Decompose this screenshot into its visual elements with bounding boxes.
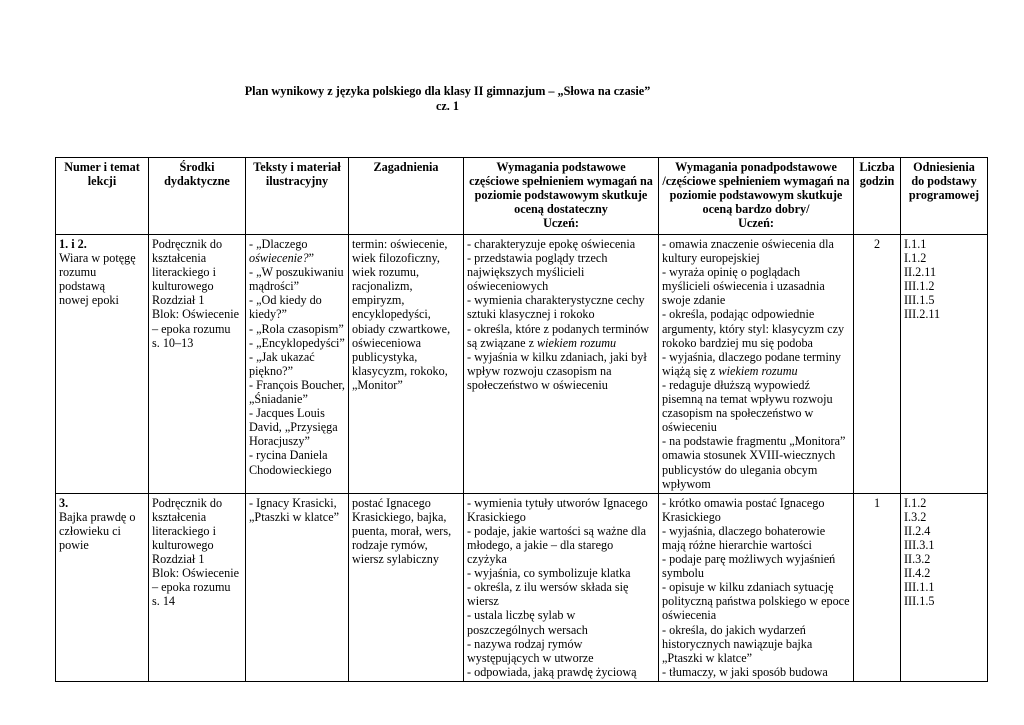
text-line: historycznych nawiązuje bajka — [662, 636, 813, 651]
means-cell — [149, 235, 246, 494]
text-item — [249, 251, 345, 265]
requirement-italic: wiekiem rozumu — [718, 363, 798, 378]
text-line: programowej — [908, 188, 980, 203]
text-line: wpływ rozwoju czasopism na — [467, 363, 612, 378]
text-line: młodego, a jakie – dla starego — [467, 537, 614, 552]
text-line: - Ignacy Krasicki, — [249, 495, 337, 510]
text-line: Teksty i materiał — [253, 160, 341, 174]
text-line: Blok: Oświecenie — [152, 566, 239, 581]
text-line: - wyjaśnia, dlaczego bohaterowie — [662, 523, 826, 538]
text-line: Bajka prawdę o — [59, 509, 136, 524]
advanced-requirements-cell — [659, 493, 854, 681]
curriculum-refs-cell — [901, 493, 988, 681]
text-line: rodzaje rymów, — [352, 537, 428, 552]
text-line: omawia stosunek XVIII-wiecznych — [662, 448, 836, 463]
text-line: lekcji — [87, 174, 117, 189]
text-line: - tłumaczy, w jaki sposób budowa — [662, 664, 828, 679]
hours-cell: 1 — [854, 493, 901, 681]
text-line: Horacjuszy” — [249, 434, 310, 449]
title-line-1: Plan wynikowy z języka polskiego dla klasy II gimnazjum – „Słowa na czasie” — [244, 84, 651, 98]
text-line: wpływom — [662, 476, 711, 491]
text-line: obiady czwartkowe, — [352, 321, 451, 336]
text-line: Krasickiego — [662, 509, 721, 524]
text-line: III.3.1 — [904, 537, 935, 552]
text-line: pisemną na temat wpływu rozwoju — [662, 392, 833, 407]
text-line: - wymienia charakterystyczne cechy — [467, 293, 645, 308]
text-line: powie — [59, 537, 89, 552]
text-line: oceną bardzo dobry/ — [702, 202, 810, 217]
text-line: - podaje parę możliwych wyjaśnień — [662, 552, 836, 567]
hours-cell: 2 — [854, 235, 901, 494]
text-line: - „Jak ukazać — [249, 349, 315, 364]
text-line: Uczeń: — [543, 216, 579, 231]
text-line: sztuki klasycznej i rokoko — [467, 307, 595, 322]
issues-cell — [349, 493, 464, 681]
text-line: II.4.2 — [904, 566, 931, 581]
text-line: Blok: Oświecenie — [152, 307, 239, 322]
text-line: Numer i temat — [64, 160, 140, 174]
text-line: - „Rola czasopism” — [249, 321, 344, 336]
text-line: David, „Przysięga — [249, 420, 338, 435]
text-line: - charakteryzuje epokę oświecenia — [467, 237, 636, 251]
header-texts — [246, 158, 349, 235]
lesson-number: 3. — [59, 495, 69, 510]
text-line: oceną dostateczny — [514, 202, 608, 217]
requirement-items — [662, 378, 850, 491]
text-line: godzin — [859, 174, 895, 189]
text-line: Wymagania podstawowe — [496, 160, 626, 174]
text-line: - wyjaśnia, dlaczego podane terminy — [662, 349, 842, 364]
text-line: Chodowieckiego — [249, 462, 332, 477]
requirement-prefix: wiążą się z — [662, 363, 719, 378]
text-rest: ” — [308, 251, 314, 266]
issues-cell — [349, 235, 464, 494]
title-line-2: cz. 1 — [435, 99, 459, 113]
header-means — [149, 158, 246, 235]
text-line: III.1.1 — [904, 580, 935, 595]
text-line: - opisuje w kilku zdaniach sytuację — [662, 580, 834, 595]
text-line: - omawia znaczenie oświecenia dla — [662, 237, 834, 251]
text-line: encyklopedyści, — [352, 307, 431, 322]
text-line: kultury europejskiej — [662, 251, 760, 266]
text-line: /częściowe spełnieniem wymagań na — [662, 174, 850, 189]
text-line: Wymagania ponadpodstawowe — [675, 160, 837, 174]
text-line: I.1.2 — [904, 251, 927, 266]
text-line: „Monitor” — [352, 377, 403, 392]
requirement-items — [467, 237, 655, 336]
text-line: – epoka rozumu — [152, 580, 231, 595]
text-line: II.2.4 — [904, 523, 931, 538]
text-line: III.1.5 — [904, 594, 935, 609]
requirement-items — [662, 237, 850, 364]
text-line: I.1.2 — [904, 495, 927, 510]
text-line: - wyraża opinię o poglądach — [662, 265, 801, 280]
text-line: oświeceniu — [662, 420, 717, 435]
text-line: literackiego i — [152, 523, 216, 538]
text-line: Krasickiego, bajka, — [352, 509, 447, 524]
text-line: występujących w utworze — [467, 650, 594, 665]
requirement-prefix: są związane z — [467, 335, 538, 350]
text-line: - odpowiada, jaką prawdę życiową — [467, 664, 637, 679]
text-line: Zagadnienia — [373, 160, 439, 174]
text-line: III.2.11 — [904, 307, 941, 322]
text-line: - na podstawie fragmentu „Monitora” — [662, 434, 846, 449]
text-line: oświeceniowych — [467, 279, 549, 294]
requirement-item — [662, 364, 850, 378]
text-line: argumenty, który styl: klasycyzm czy — [662, 321, 845, 336]
text-line: oświeceniowa — [352, 335, 422, 350]
lesson-topic — [59, 251, 145, 307]
text-line: Rozdział 1 — [152, 293, 205, 308]
text-line: największych myślicieli — [467, 265, 585, 280]
text-line: wiek filozoficzny, — [352, 251, 440, 266]
text-line: Podręcznik do — [152, 495, 223, 510]
lesson-plan-table — [55, 157, 988, 682]
texts-cell — [246, 235, 349, 494]
text-line: literackiego i — [152, 265, 216, 280]
text-line: II.3.2 — [904, 552, 931, 567]
text-line: mają różne hierarchie wartości — [662, 537, 812, 552]
text-line: Krasickiego — [467, 509, 526, 524]
text-line: - François Boucher, — [249, 377, 345, 392]
text-line: - wymienia tytuły utworów Ignacego — [467, 495, 648, 510]
text-line: - „Encyklopedyści” — [249, 335, 345, 350]
advanced-requirements-cell — [659, 235, 854, 494]
text-line: - redaguje dłuższą wypowiedź — [662, 377, 810, 392]
text-line: klasycyzm, rokoko, — [352, 363, 448, 378]
text-line: kształcenia — [152, 251, 207, 266]
text-items — [249, 265, 345, 476]
text-line: czasopism na społeczeństwo w — [662, 406, 814, 421]
text-line: Podręcznik do — [152, 237, 223, 251]
text-line: czyżyka — [467, 552, 507, 567]
text-line: racjonalizm, — [352, 279, 413, 294]
text-line: - krótko omawia postać Ignacego — [662, 495, 825, 510]
text-line: - „W poszukiwaniu — [249, 265, 344, 280]
text-line: - wyjaśnia w kilku zdaniach, jaki był — [467, 349, 647, 364]
table-row — [56, 493, 988, 681]
header-advanced-requirements — [659, 158, 854, 235]
text-line: ilustracyjny — [265, 174, 329, 189]
text-line: - podaje, jakie wartości są ważne dla — [467, 523, 647, 538]
header-row — [56, 158, 988, 235]
text-line: - określa, do jakich wydarzeń — [662, 622, 806, 637]
text-line: Środki — [179, 160, 215, 174]
header-lesson — [56, 158, 149, 235]
text-line: wiersz sylabiczny — [352, 552, 439, 567]
header-hours — [854, 158, 901, 235]
means-cell — [149, 493, 246, 681]
text-line: s. 14 — [152, 594, 176, 609]
header-issues — [349, 158, 464, 235]
lesson-number: 1. i 2. — [59, 237, 87, 251]
text-line: Liczba — [859, 160, 895, 174]
text-line: - Jacques Louis — [249, 406, 325, 421]
text-line: Odniesienia — [913, 160, 975, 174]
curriculum-refs-cell — [901, 235, 988, 494]
texts-cell — [246, 493, 349, 681]
text-line: - przedstawia poglądy trzech — [467, 251, 608, 266]
text-line: „Ptaszki w klatce” — [662, 650, 753, 665]
text-line: piękno?” — [249, 363, 293, 378]
text-line: symbolu — [662, 566, 704, 581]
text-line: - wyjaśnia, co symbolizuje klatka — [467, 566, 631, 581]
text-line: wiek rozumu, — [352, 265, 420, 280]
basic-requirements-cell — [464, 235, 659, 494]
text-line: III.1.2 — [904, 279, 935, 294]
text-line: poziomie podstawowym skutkuje — [669, 188, 843, 203]
text-line: wiersz — [467, 594, 499, 609]
text-line: termin: oświecenie, — [352, 237, 448, 251]
text-line: II.2.11 — [904, 265, 937, 280]
lesson-cell — [56, 493, 149, 681]
lesson-topic — [59, 510, 145, 552]
text-line: Uczeń: — [738, 216, 774, 231]
text-line: rozumu podstawą — [59, 265, 106, 294]
text-line: człowieku ci — [59, 523, 121, 538]
text-line: - nazywa rodzaj rymów — [467, 636, 583, 651]
text-line: oświecenia — [662, 608, 717, 623]
basic-requirements-cell — [464, 493, 659, 681]
text-line: I.3.2 — [904, 509, 927, 524]
text-line: dydaktyczne — [164, 174, 230, 189]
text-line: do podstawy — [911, 174, 977, 189]
table-row — [56, 235, 988, 494]
document-title — [0, 84, 895, 114]
text-line: - ustala liczbę sylab w — [467, 608, 576, 623]
text-line: częściowe spełnieniem wymagań na — [469, 174, 653, 189]
text-line: III.1.5 — [904, 293, 935, 308]
text-line: - rycina Daniela — [249, 448, 328, 463]
text-line: myślicieli oświecenia i uzasadnia — [662, 279, 825, 294]
text-line: „Śniadanie” — [249, 392, 308, 407]
text-italic: oświecenie? — [249, 251, 309, 266]
text-line: polityczną państwa polskiego w epoce — [662, 594, 850, 609]
text-line: nowej epoki — [59, 293, 119, 308]
text-line: poszczególnych wersach — [467, 622, 588, 637]
text-line: - „Od kiedy do — [249, 293, 322, 308]
text-line: Rozdział 1 — [152, 552, 205, 567]
requirement-italic: wiekiem rozumu — [537, 335, 617, 350]
text-line: poziomie podstawowym skutkuje — [474, 188, 648, 203]
text-line: - określa, podając odpowiednie — [662, 307, 815, 322]
text-line: „Ptaszki w klatce” — [249, 509, 340, 524]
text-line: I.1.1 — [904, 237, 927, 251]
text-line: – epoka rozumu — [152, 321, 231, 336]
text-line: s. 10–13 — [152, 335, 194, 350]
text-line: mądrości” — [249, 279, 300, 294]
header-curriculum-refs — [901, 158, 988, 235]
text-line: - określa, z ilu wersów składa się — [467, 580, 629, 595]
text-line: kształcenia — [152, 509, 207, 524]
text-item: - „Dlaczego — [249, 237, 308, 251]
text-line: Wiara w potęgę — [59, 251, 136, 266]
text-line: kulturowego — [152, 279, 214, 294]
text-line: społeczeństwo w oświeceniu — [467, 377, 608, 392]
text-line: kulturowego — [152, 537, 214, 552]
text-line: publicystyka, — [352, 349, 418, 364]
text-line: kiedy?” — [249, 307, 287, 322]
text-line: puenta, morał, wers, — [352, 523, 452, 538]
requirement-item — [467, 336, 655, 350]
text-line: - określa, które z podanych terminów — [467, 321, 650, 336]
requirement-items — [467, 350, 655, 392]
text-line: publicystów do ulegania obcym — [662, 462, 818, 477]
header-basic-requirements — [464, 158, 659, 235]
lesson-cell — [56, 235, 149, 494]
text-line: postać Ignacego — [352, 495, 431, 510]
text-line: rokoko bardziej mu się podoba — [662, 335, 813, 350]
text-line: empiryzm, — [352, 293, 405, 308]
text-line: swoje zdanie — [662, 293, 726, 308]
